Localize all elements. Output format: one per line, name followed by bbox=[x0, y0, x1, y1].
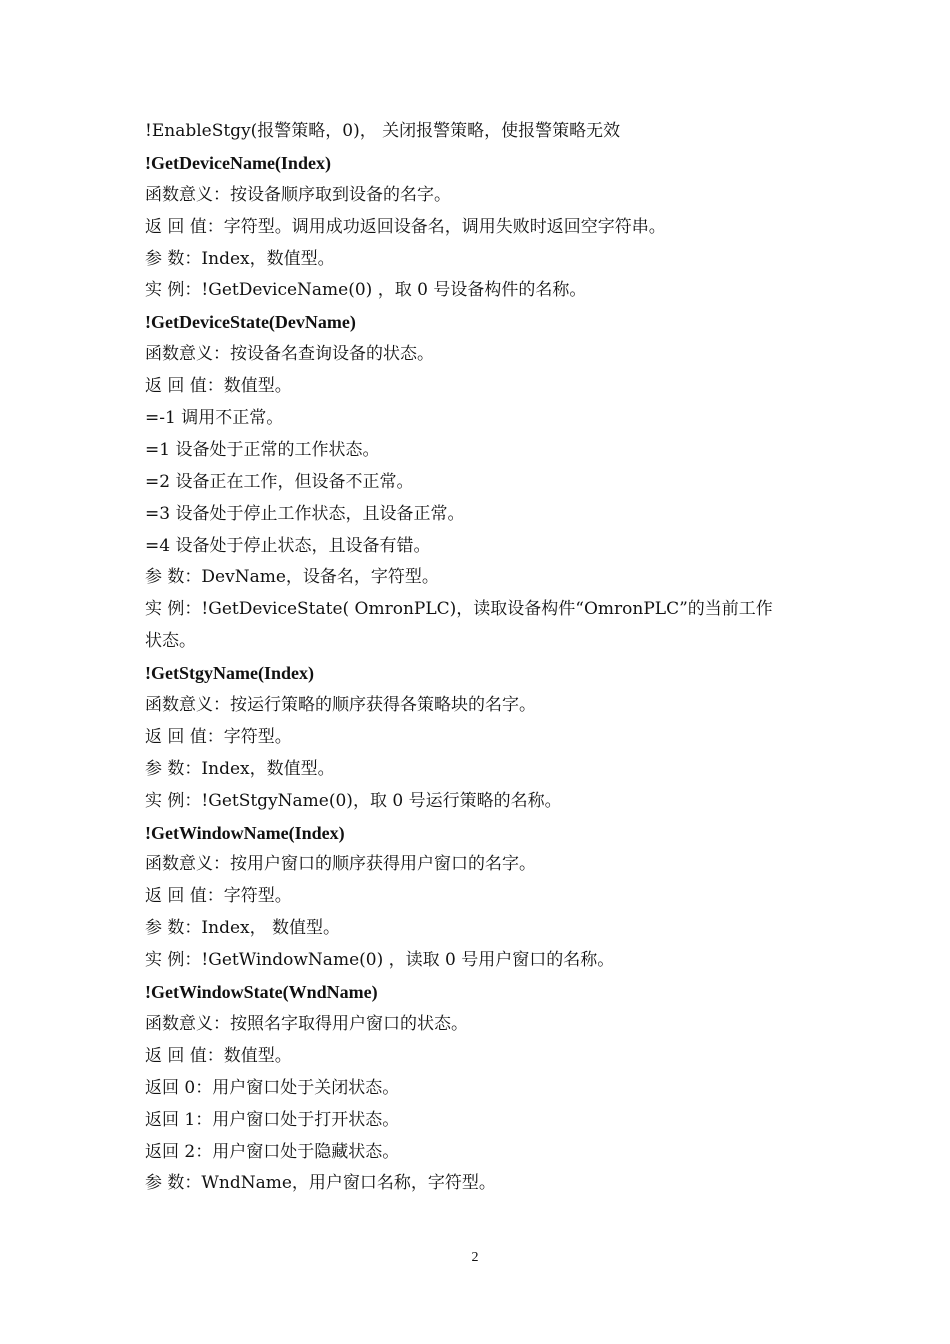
text-line: 函数意义：按设备名查询设备的状态。 bbox=[145, 344, 434, 365]
text-line: 函数意义：按用户窗口的顺序获得用户窗口的名字。 bbox=[145, 854, 536, 875]
text-line: 实 例：!GetDeviceState( OmronPLC)，读取设备构件“OmronPLC”的当前工作 bbox=[145, 599, 773, 620]
function-heading: !GetDeviceState(DevName) bbox=[145, 312, 356, 333]
page-content bbox=[145, 116, 825, 1200]
text-line: 函数意义：按运行策略的顺序获得各策略块的名字。 bbox=[145, 695, 536, 716]
text-line: 返 回 值：数值型。 bbox=[145, 1045, 292, 1066]
text-line: 参 数：Index，数值型。 bbox=[145, 758, 335, 779]
text-line: =4 设备处于停止状态，且设备有错。 bbox=[145, 535, 431, 556]
page-number: 2 bbox=[471, 1250, 479, 1265]
text-line: 参 数：WndName，用户窗口名称，字符型。 bbox=[145, 1173, 496, 1194]
text-line: 函数意义：按照名字取得用户窗口的状态。 bbox=[145, 1013, 468, 1034]
function-heading: !GetStgyName(Index) bbox=[145, 663, 314, 684]
function-heading: !GetWindowName(Index) bbox=[145, 822, 345, 843]
text-line: 参 数：Index， 数值型。 bbox=[145, 918, 341, 939]
text-line: 函数意义：按设备顺序取到设备的名字。 bbox=[145, 184, 451, 205]
text-line: 返回 1：用户窗口处于打开状态。 bbox=[145, 1109, 400, 1130]
text-line: 返回 2：用户窗口处于隐藏状态。 bbox=[145, 1141, 400, 1162]
text-line: =-1 调用不正常。 bbox=[145, 408, 284, 429]
text-line: 参 数：Index，数值型。 bbox=[145, 248, 335, 269]
text-line: 实 例：!GetDeviceName(0) ，取 0 号设备构件的名称。 bbox=[145, 280, 587, 301]
text-line: 返回 0：用户窗口处于关闭状态。 bbox=[145, 1077, 400, 1098]
text-line: =2 设备正在工作，但设备不正常。 bbox=[145, 471, 414, 492]
text-line: 参 数：DevName，设备名，字符型。 bbox=[145, 567, 439, 588]
text-line: =1 设备处于正常的工作状态。 bbox=[145, 439, 380, 460]
text-line: 实 例：!GetStgyName(0)，取 0 号运行策略的名称。 bbox=[145, 790, 562, 811]
text-line: 实 例：!GetWindowName(0) ，读取 0 号用户窗口的名称。 bbox=[145, 950, 615, 971]
text-line: 状态。 bbox=[145, 631, 196, 652]
text-line: 返 回 值：字符型。 bbox=[145, 886, 292, 907]
text-line: =3 设备处于停止工作状态，且设备正常。 bbox=[145, 503, 465, 524]
text-line: 返 回 值：字符型。 bbox=[145, 726, 292, 747]
text-line: !EnableStgy(报警策略，0)， 关闭报警策略，使报警策略无效 bbox=[145, 121, 621, 141]
function-heading: !GetWindowState(WndName) bbox=[145, 982, 378, 1003]
text-line: 返 回 值：数值型。 bbox=[145, 376, 292, 397]
text-line: 返 回 值：字符型。调用成功返回设备名，调用失败时返回空字符串。 bbox=[145, 216, 666, 237]
function-heading: !GetDeviceName(Index) bbox=[145, 152, 331, 173]
